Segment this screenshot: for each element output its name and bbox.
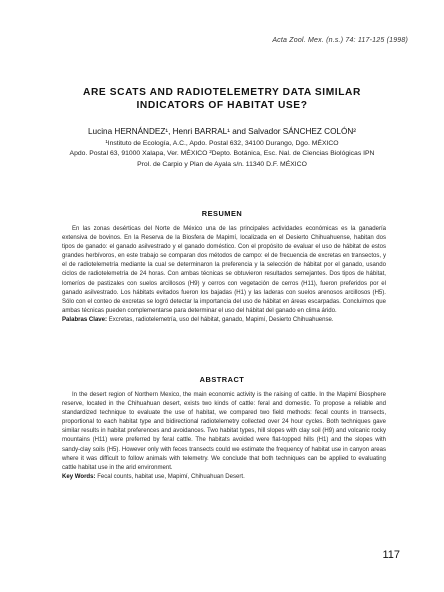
abstract-section (62, 391, 386, 482)
affiliations (40, 139, 404, 170)
resumen-body: En las zonas desérticas del Norte de México una de las principales actividades económicas es la ganadería extensiva de bovinos. En la Reserva de la Biosfera de Mapimí, localizada en el Desierto Chihuahuense, habitan dos tipos de ganado: el ganado asilvestrado y el ganado doméstico. Con el propósito de evaluar el uso de hábitat de estos grandes herbívoros, en este trabajo se comparan dos métodos de campo: el de frecuencia de excretas en transectos, y el de radiotelemetría mediante la cual se determinaron la preferencia y la selección de hábitat por el ganado, usando ciclos de radiotelemetría de 24 horas. Con ambas técnicas se obtuvieron resultados semejantes. Dos tipos de hábitat, lomeríos de pastizales con suelos arcillosos (H9) y cerros con vegetación de cerros (H11), fueron preferidos por el ganado asilvestrado. Los hábitats evitados fueron los bajadas (H1) y las laderas con suelos arenosos arcillosos (H5). Sólo con el conteo de excretas se logró detectar la importancia del uso de hábitat en áreas escarpadas. Concluimos que ambas técnicas pueden complementarse para determinar el uso del hábitat del ganado en clima árido. (62, 226, 386, 314)
running-header: Acta Zool. Mex. (n.s.) 74: 117-125 (1998) (272, 37, 408, 44)
resumen-heading: RESUMEN (201, 209, 243, 218)
resumen-section (62, 225, 386, 325)
resumen-keywords (62, 316, 386, 325)
affiliation-line: ¹Instituto de Ecología, A.C., Apdo. Postal 632, 34100 Durango, Dgo. MÉXICO (105, 140, 339, 147)
keywords-text: Fecal counts, habitat use, Mapimí, Chihuahuan Desert. (97, 473, 245, 480)
affiliation-line: Prol. de Carpio y Plan de Ayala s/n. 11340 D.F. MÉXICO (137, 160, 307, 168)
abstract-heading: ABSTRACT (199, 375, 245, 384)
keywords-label: Key Words: (62, 473, 96, 480)
keywords-label: Palabras Clave: (62, 316, 108, 323)
affiliation-line: Apdo. Postal 63, 91000 Xalapa, Ver. MÉXICO ²Depto. Botánica, Esc. Nal. de Ciencias Biológicas IPN (69, 150, 375, 158)
author-list: Lucina HERNÁNDEZ¹, Henri BARRAL¹ and Salvador SÁNCHEZ COLÓN² (88, 127, 356, 136)
abstract-keywords (62, 473, 386, 482)
article-title (40, 86, 404, 112)
title-line: INDICATORS OF HABITAT USE? (136, 100, 308, 111)
title-line: ARE SCATS AND RADIOTELEMETRY DATA SIMILAR (83, 87, 361, 98)
page-number: 117 (382, 549, 400, 561)
keywords-text: Excretas, radiotelemetría, uso del hábitat, ganado, Mapimí, Desierto Chihuahuense. (108, 316, 334, 323)
abstract-body: In the desert region of Northern Mexico, the main economic activity is the raising of cattle. In the Mapimí Biosphere reserve, located in the Chihuahuan desert, exists two kinds of cattle: feral and domestic. To propose a reliable and standardized technique to evaluate the use of habitat, we compared two field methods: fecal counts in transects, proportional to each habitat type and bidirectional radiotelemetry collected over 24 hour cycles. Both techniques gave similar results in habitat preferences and avoidances. Two habitat types, hill slopes with clay soil (H9) and volcanic rocky mountains (H11) were preferred by feral cattle. The habitats avoided were flat-topped hills (H1) and the slopes with sandy-clay soils (H5). However only with feces transects could we estimate the frequency of habitat use in canyon areas where it was difficult to follow animals with telemetry. We conclude that both techniques can be applied to evaluating cattle habitat use in the arid environment. (62, 392, 386, 471)
